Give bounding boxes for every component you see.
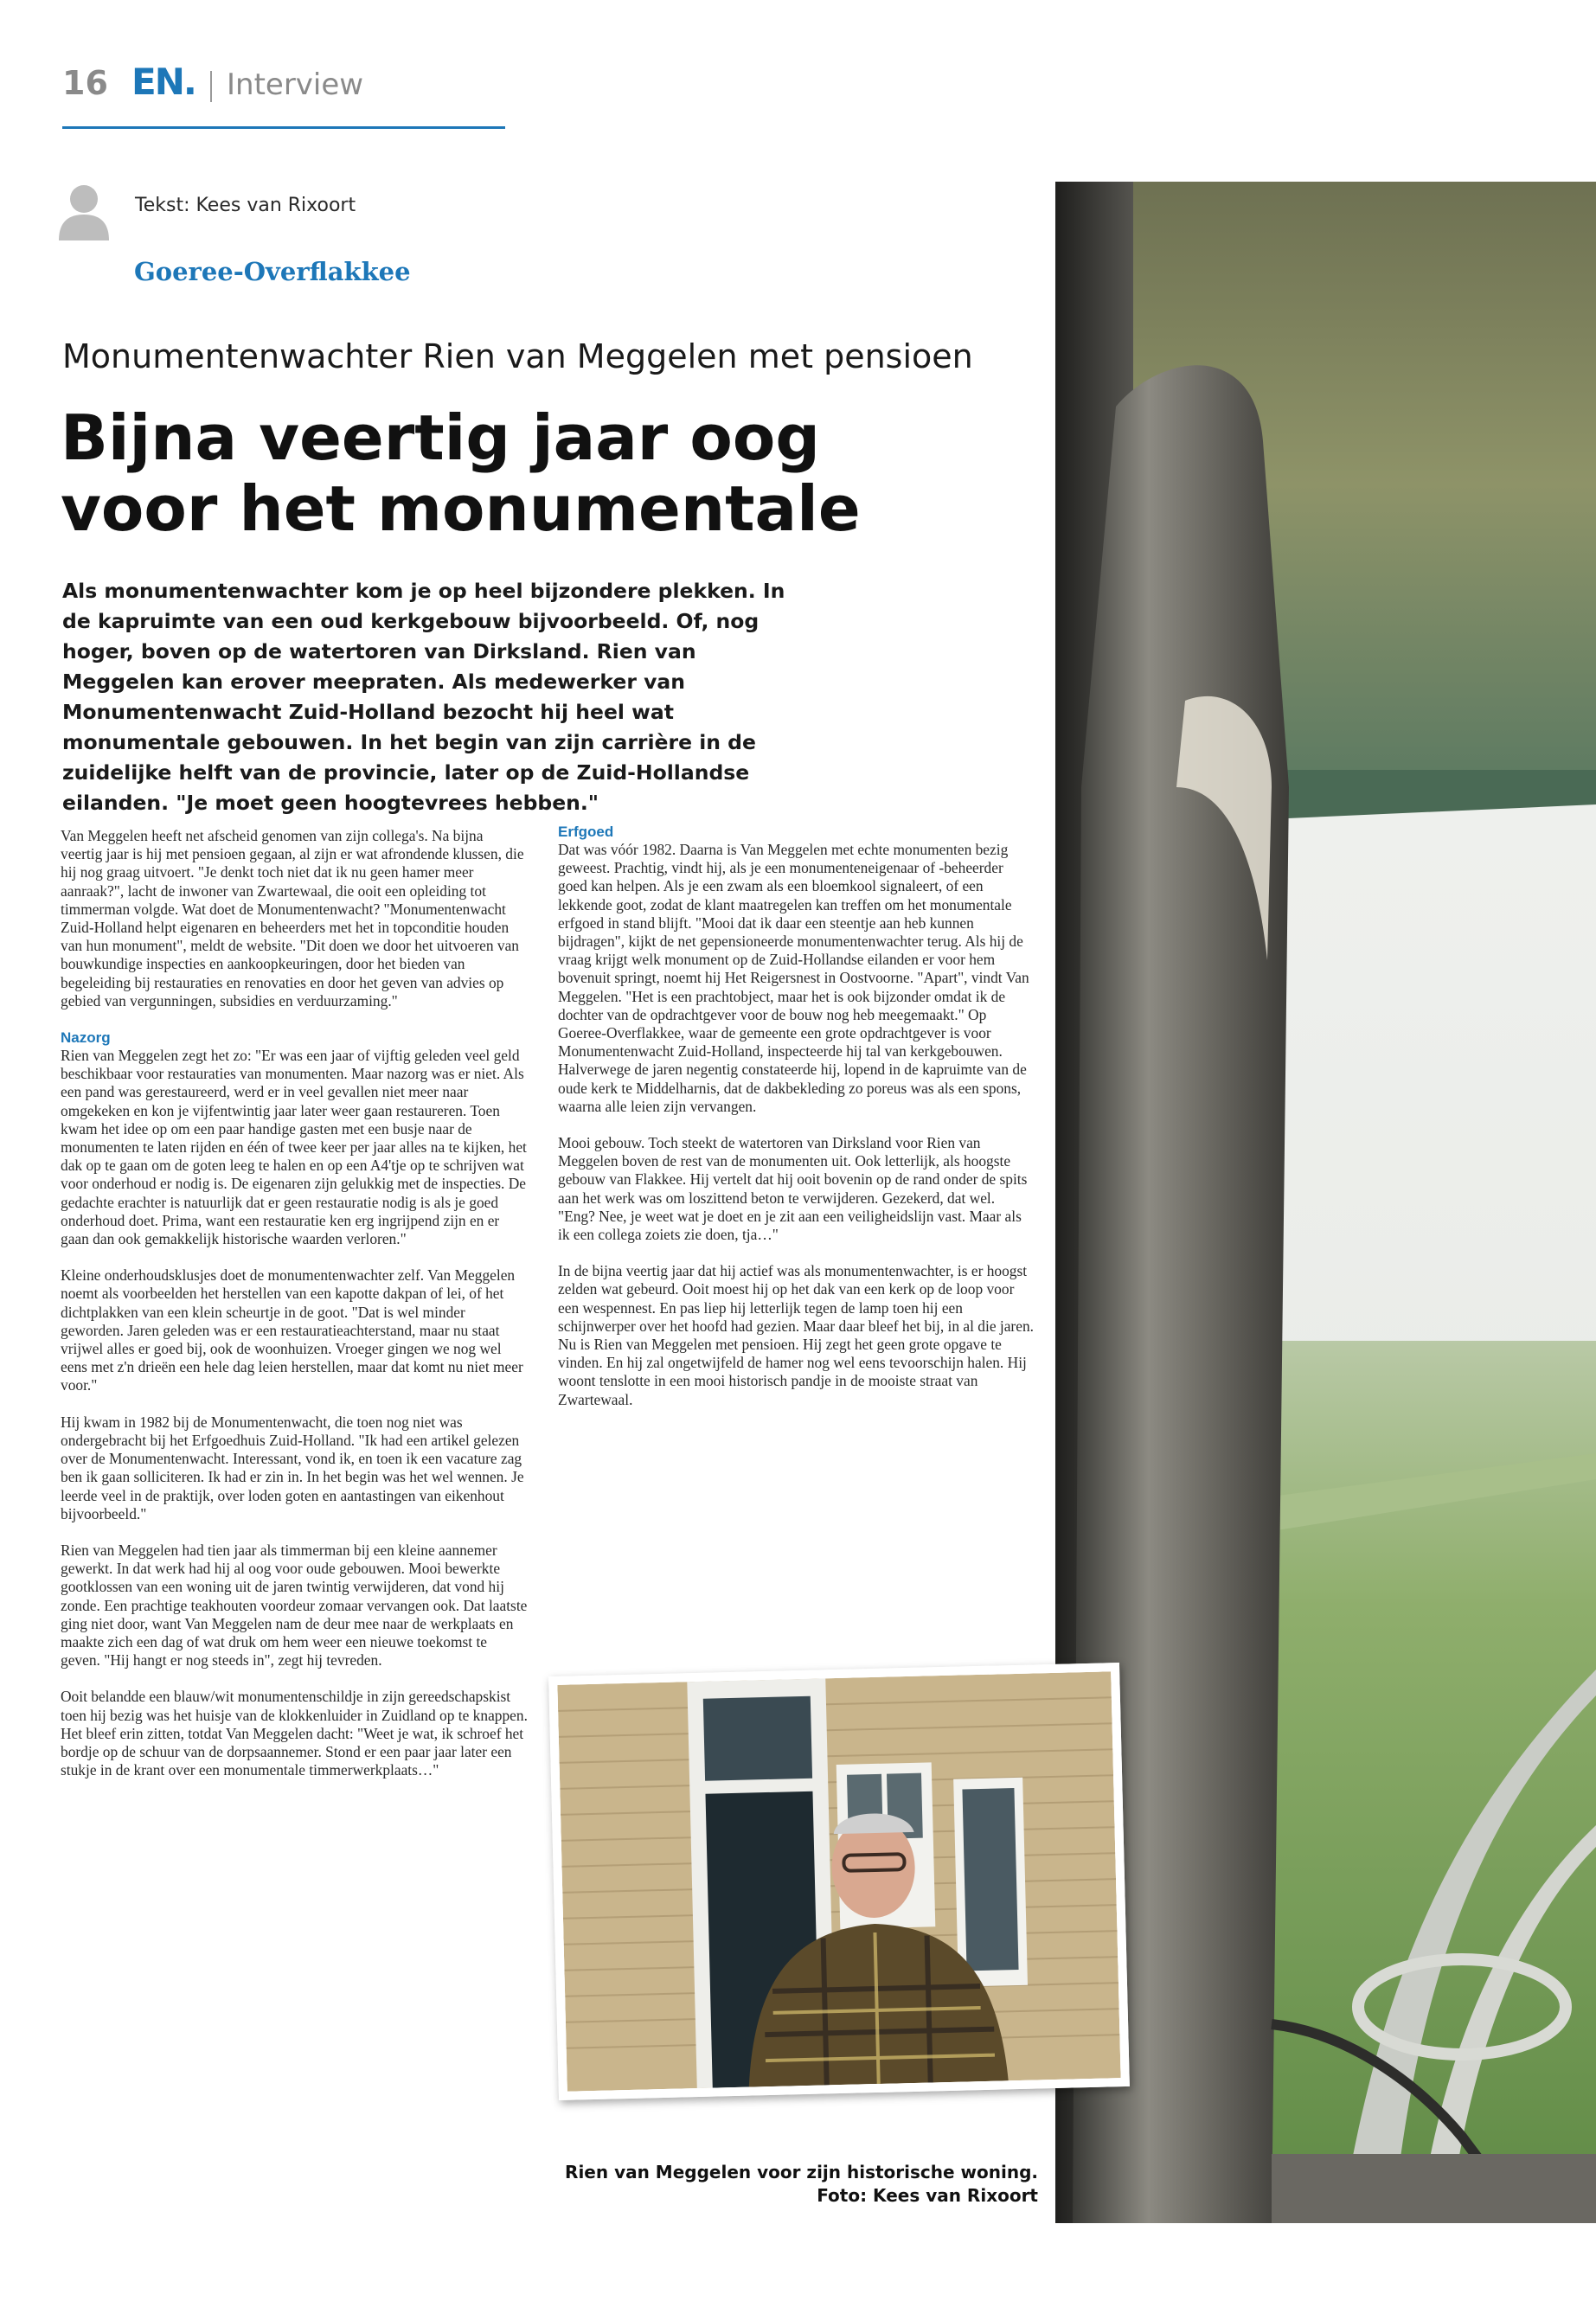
body-column-left xyxy=(61,827,528,1798)
headline xyxy=(61,402,1029,544)
header-divider xyxy=(210,71,212,102)
water-tower-photo xyxy=(1055,182,1596,2223)
subheading-erfgoed: Erfgoed xyxy=(558,824,614,840)
paragraph: Ooit belandde een blauw/wit monumentenschildje in zijn gereedschapskist toen hij bezig was het huisje van de klokkenluider in Zuidland op te knappen. Het bleef erin zitten, totdat Van Meggelen dacht: "Weet je wat, ik schroef het bordje op de schuur van de dorpsaannemer. Stond er een paar jaar later een stukje in de krant over een monumentale timmerwerkplaats…" xyxy=(61,1688,528,1779)
paragraph: Mooi gebouw. Toch steekt de watertoren van Dirksland voor Rien van Meggelen boven de rest van de monumenten uit. Ook letterlijk, als hoogste gebouw van Flakkee. Hij vertelt dat hij ooit bovenin op de rand onder de spits aan het werk was om loszittend beton te verwijderen. Gezekerd, dat wel. "Eng? Nee, je weet wat je doet en je zit aan een veiligheidslijn vast. Maar als ik een collega zoiets zie doen, tja…" xyxy=(558,1134,1028,1244)
paragraph: Dat was vóór 1982. Daarna is Van Meggelen met echte monumenten bezig geweest. Prachtig, vindt hij, als je een monumenteneigenaar of -beheerder goed kan helpen. Als je een zwam als een bloemkool signaleert, of een lekkende goot, zodat de klant maatregelen kan treffen om het monumentale erfgoed in stand blijft. "Mooi dat ik daar een steentje aan heb kunnen bijdragen", kijkt de net gepensioneerde monumentenwachter terug. Als hij de vraag krijgt welk monument op de Zuid-Hollandse eilanden er voor hem bovenuit springt, noemt hij Het Reigersnest in Oostvoorne. "Apart", vindt Van Meggelen. "Het is een prachtobject, maar het is ook bijzonder omdat ik de dochter van de opdrachtgever voor de bouw nog heb meegemaakt." Op Goeree-Overflakkee, waar de gemeente een grote opdrachtgever is voor Monumentenwacht Zuid-Holland, inspecteerde hij tal van kerkgebouwen. Halverwege de jaren negentig constateerde hij, lopend in de kapruimte van de oude kerk te Middelharnis, dat de dakbekleding zo poreus was als een spons, waarna alle leien zijn vervangen. xyxy=(558,841,1029,1115)
section-label: Interview xyxy=(227,67,364,102)
headline-line-1: Bijna veertig jaar oog xyxy=(61,401,820,474)
kicker-title: Monumentenwachter Rien van Meggelen met pensioen xyxy=(62,337,973,375)
paragraph: Hij kwam in 1982 bij de Monumentenwacht, die toen nog niet was ondergebracht bij het Erfgoedhuis Zuid-Holland. "Ik had een artikel gelezen over de Monumentenwacht. Interessant, vond ik, en toen ik een vacature zag ben ik gaan solliciteren. Ik had er zin in. In het begin was het wel wennen. Je leerde veel in de praktijk, over loden goten en aantastingen van eikenhout bijvoorbeeld." xyxy=(61,1413,524,1522)
caption-credit: Foto: Kees van Rixoort xyxy=(817,2185,1038,2206)
publication-logo: EN. xyxy=(131,61,195,103)
caption-line-1: Rien van Meggelen voor zijn historische woning. xyxy=(565,2162,1038,2182)
author-credit: Tekst: Kees van Rixoort xyxy=(135,195,356,216)
region-label: Goeree-Overflakkee xyxy=(134,257,411,286)
person-icon xyxy=(57,182,111,240)
page-number: 16 xyxy=(62,64,108,102)
header-rule xyxy=(62,126,505,129)
paragraph: In de bijna veertig jaar dat hij actief was als monumentenwachter, is er hoogst zelden wat gebeurd. Ooit moest hij op het dak van een kerk op de loop voor een wespennest. En pas liep hij letterlijk tegen de lamp toen hij een schijnwerper over het hoofd had gezien. Maar daar bleef het bij, in al die jaren. Nu is Rien van Meggelen met pensioen. Hij zegt het geen grote opgave te vinden. En hij zal ongetwijfeld de hamer nog wel eens tevoorschijn halen. Hij woont tenslotte in een mooi historisch pandje in de mooiste straat van Zwartewaal. xyxy=(558,1262,1034,1408)
body-column-right xyxy=(558,823,1034,1427)
lead-paragraph: Als monumentenwachter kom je op heel bijzondere plekken. In de kapruimte van een oud kerkgebouw bijvoorbeeld. Of, nog hoger, boven op de watertoren van Dirksland. Rien van Meggelen kan erover meepraten. Als medewerker van Monumentenwacht Zuid-Holland bezocht hij heel wat monumentale gebouwen. In het begin van zijn carrière in de zuidelijke helft van de provincie, later op de Zuid-Hollandse eilanden. "Je moet geen hoogtevrees hebben." xyxy=(62,579,785,815)
subheading-nazorg: Nazorg xyxy=(61,1029,111,1047)
headline-line-2: voor het monumentale xyxy=(61,472,861,545)
photo-caption xyxy=(554,2161,1038,2208)
paragraph: Van Meggelen heeft net afscheid genomen van zijn collega's. Na bijna veertig jaar is hij met pensioen gegaan, al zijn er wat afrondende klussen, die hij nog graag uitvoert. "Je denkt toch niet dat ik nu geen hamer meer aanraak?", lacht de inwoner van Zwartewaal, die ooit een opleiding tot timmerman volgde. Wat doet de Monumentenwacht? "Monumentenwacht Zuid-Holland helpt eigenaren en beheerders met het in topconditie houden van hun monument", meldt de website. "Dit doen we door het uitvoeren van bouwkundige inspecties en aankoopkeuringen, door het bieden van begeleiding bij restauraties en renovaties en door het geven van advies op gebied van vergunningen, subsidies en verduurzaming." xyxy=(61,827,524,1009)
paragraph: Kleine onderhoudsklusjes doet de monumentenwachter zelf. Van Meggelen noemt als voorbeelden het herstellen van een kapotte dakpan of lei, of het dichtplakken van een klein scheurtje in de goot. "Dat is wel minder geworden. Jaren geleden was er een restauratieachterstand, maar nu staat vrijwel alles er goed bij, ook de woonhuizen. Vroeger gingen we nog wel eens met z'n drieën een hele dag leien herstellen, maar dat komt nu niet meer voor." xyxy=(61,1266,523,1394)
paragraph: Rien van Meggelen zegt het zo: "Er was een jaar of vijftig geleden veel geld beschikbaar voor restauraties van monumenten. Maar nazorg was er niet. Als een pand was gerestaureerd, werd er in veel gevallen niet meer naar omgekeken en kon je vijfentwintig jaar later weer gaan restaureren. Toen kwam het idee op om een paar handige gasten met een busje naar de monumenten te laten rijden en één of twee keer per jaar alles na te kijken, het dak op te gaan om de goten leeg te halen en op een A4'tje op te schrijven wat voor onderhoud er nodig is. De eigenaren zijn gelukkig met de inspecties. De gedachte erachter is natuurlijk dat er geen restauratie nodig is als je goed onderhoud doet. Prima, want een restauratie ken erg ingrijpend zijn en er gaan dan ook gemakkelijk historische waarden verloren." xyxy=(61,1047,527,1248)
paragraph: Rien van Meggelen had tien jaar als timmerman bij een kleine aannemer gewerkt. In dat werk had hij al oog voor oude gebouwen. Mooi bewerkte gootklossen van een woning uit de jaren twintig verwijderen, dat vond hij zonde. Een prachtige teakhouten voordeur zomaar vervangen ook. Dat laatste ging niet door, want Van Meggelen nam de deur mee naar de werkplaats en maakte zich een dag of wat druk om hem weer een nieuwe toekomst te geven. "Hij hangt er nog steeds in", zegt hij tevreden. xyxy=(61,1541,528,1670)
portrait-photo xyxy=(548,1663,1130,2100)
portrait-photo-image xyxy=(557,1671,1120,2091)
